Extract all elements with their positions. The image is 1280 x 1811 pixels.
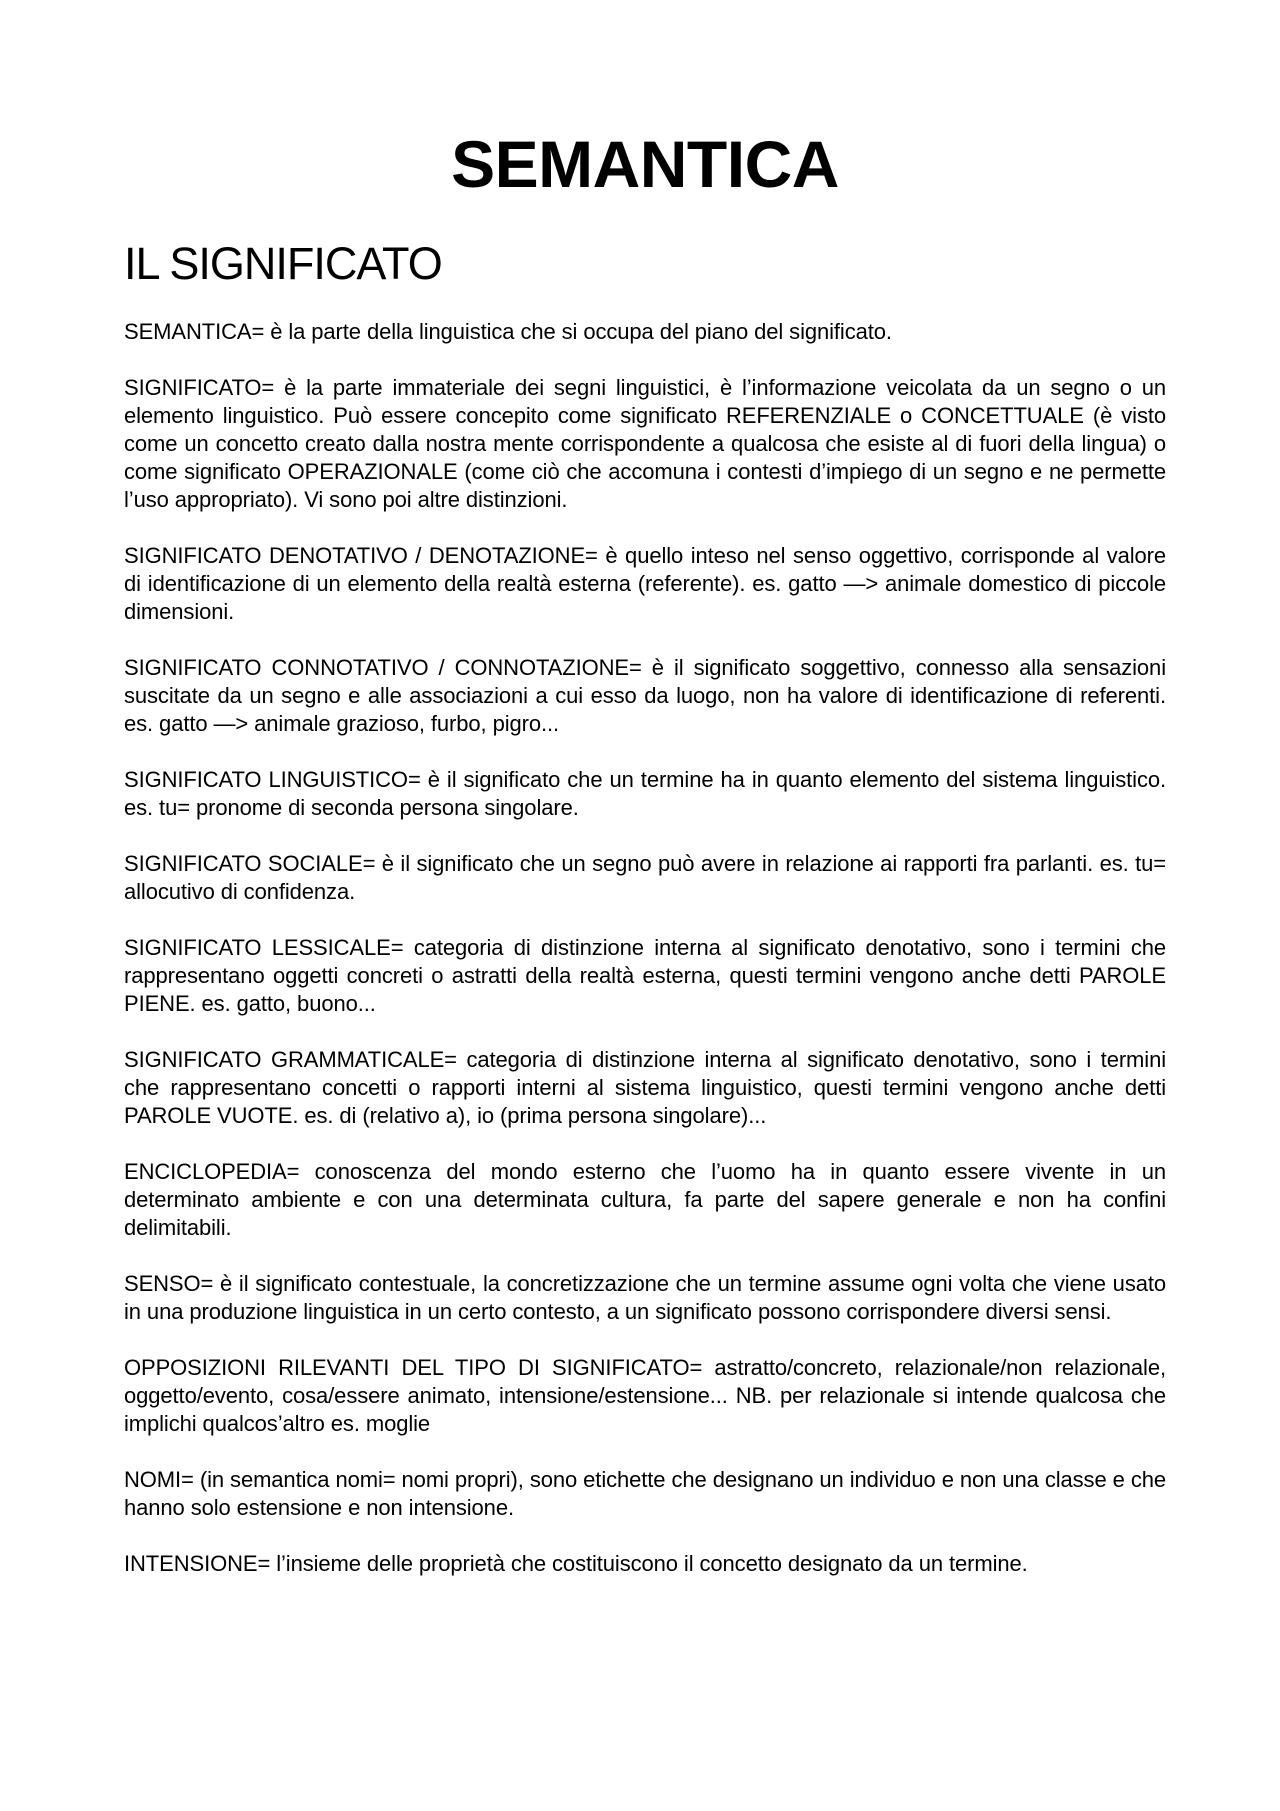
definitions-list xyxy=(124,318,1166,1578)
definition-connotativo: SIGNIFICATO CONNOTATIVO / CONNOTAZIONE= è il significato soggettivo, connesso alla sensazioni suscitate da un segno e alle associazioni a cui esso da luogo, non ha valore di identificazione di referenti. es. gatto —> animale grazioso, furbo, pigro... xyxy=(124,655,1166,736)
document-title: SEMANTICA xyxy=(451,127,839,201)
definition-intensione: INTENSIONE= l’insieme delle proprietà che costituiscono il concetto designato da un termine. xyxy=(124,1551,1028,1576)
definition-significato: SIGNIFICATO= è la parte immateriale dei segni linguistici, è l’informazione veicolata da un segno o un elemento linguistico. Può essere concepito come significato REFERENZIALE o CONCETTUALE (è visto come un concetto creato dalla nostra mente corrispondente a qualcosa che esiste al di fuori della lingua) o come significato OPERAZIONALE (come ciò che accomuna i contesti d’impiego di un segno e ne permette l’uso appropriato). Vi sono poi altre distinzioni. xyxy=(124,375,1166,512)
definition-senso: SENSO= è il significato contestuale, la concretizzazione che un termine assume ogni volta che viene usato in una produzione linguistica in un certo contesto, a un significato possono corrispondere diversi sensi. xyxy=(124,1271,1166,1324)
definition-grammaticale: SIGNIFICATO GRAMMATICALE= categoria di distinzione interna al significato denotativo, sono i termini che rappresentano concetti o rapporti interni al sistema linguistico, questi termini vengono anche detti PAROLE VUOTE. es. di (relativo a), io (prima persona singolare)... xyxy=(124,1047,1166,1128)
definition-linguistico: SIGNIFICATO LINGUISTICO= è il significato che un termine ha in quanto elemento del sistema linguistico. es. tu= pronome di seconda persona singolare. xyxy=(124,767,1166,820)
definition-denotativo: SIGNIFICATO DENOTATIVO / DENOTAZIONE= è quello inteso nel senso oggettivo, corrisponde al valore di identificazione di un elemento della realtà esterna (referente). es. gatto —> animale domestico di piccole dimensioni. xyxy=(124,543,1166,624)
definition-lessicale: SIGNIFICATO LESSICALE= categoria di distinzione interna al significato denotativo, sono i termini che rappresentano oggetti concreti o astratti della realtà esterna, questi termini vengono anche detti PAROLE PIENE. es. gatto, buono... xyxy=(124,935,1166,1016)
definition-nomi: NOMI= (in semantica nomi= nomi propri), sono etichette che designano un individuo e non una classe e che hanno solo estensione e non intensione. xyxy=(124,1467,1166,1520)
definition-enciclopedia: ENCICLOPEDIA= conoscenza del mondo esterno che l’uomo ha in quanto essere vivente in un determinato ambiente e con una determinata cultura, fa parte del sapere generale e non ha confini delimitabili. xyxy=(124,1159,1166,1240)
section-title: IL SIGNIFICATO xyxy=(124,238,442,289)
definition-semantica: SEMANTICA= è la parte della linguistica che si occupa del piano del significato. xyxy=(124,319,892,344)
document-page xyxy=(124,0,1166,1606)
definition-sociale: SIGNIFICATO SOCIALE= è il significato che un segno può avere in relazione ai rapporti fra parlanti. es. tu= allocutivo di confidenza. xyxy=(124,851,1166,904)
definition-opposizioni: OPPOSIZIONI RILEVANTI DEL TIPO DI SIGNIFICATO= astratto/concreto, relazionale/non relazionale, oggetto/evento, cosa/essere animato, intensione/estensione... NB. per relazionale si intende qualcosa che implichi qualcos’altro es. moglie xyxy=(124,1355,1166,1436)
